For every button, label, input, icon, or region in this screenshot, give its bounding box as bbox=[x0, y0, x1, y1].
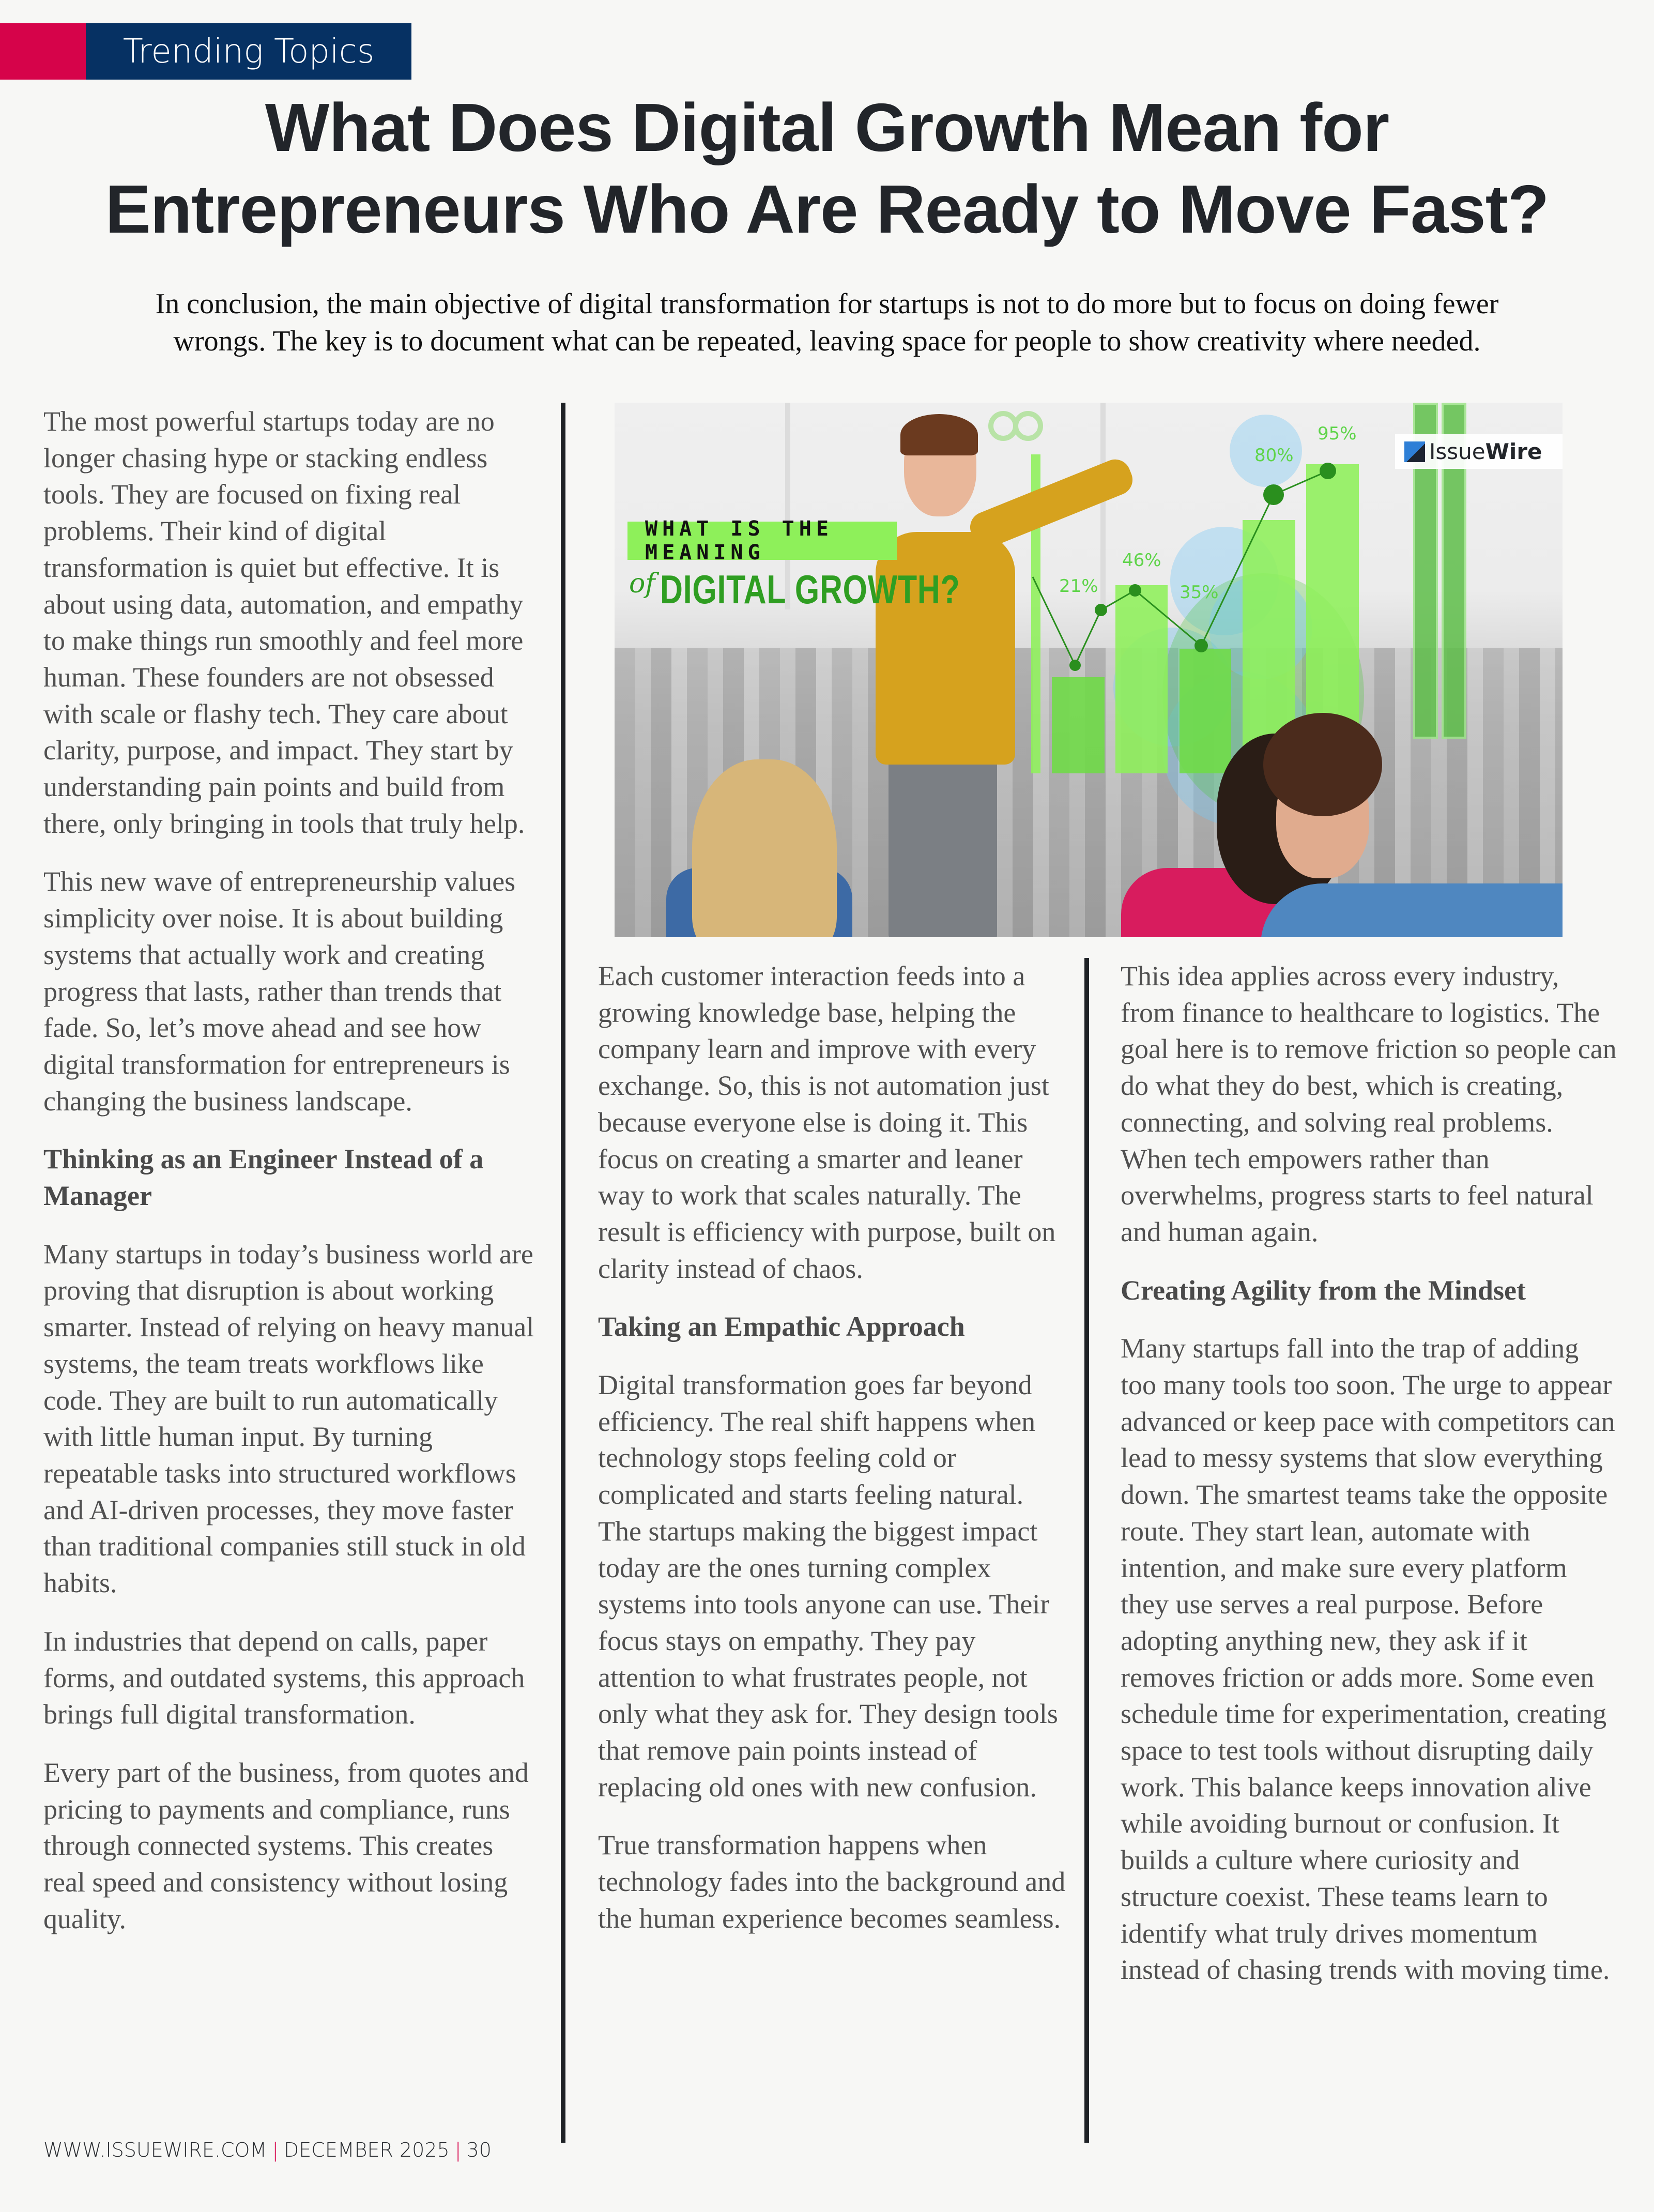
article-dek bbox=[78, 285, 1576, 360]
paragraph: This idea applies across every industry, from finance to healthcare to logistics. The goal here is to remove friction so people can do what they do best, which is creating, connecting, and solving real problems. When tech empowers rather than overwhelms, progress starts to feel natural and human again. bbox=[1121, 960, 1617, 1247]
section-tag-accent bbox=[0, 23, 86, 80]
paragraph: This new wave of entrepreneurship values simplicity over noise. It is about building systems that actually work and creating progress that lasts, rather than trends that fade. So, let’s move ahead and see how digital transformation for entrepreneurs is changing the business landscape. bbox=[43, 866, 516, 1117]
chart-label: 95% bbox=[1318, 423, 1357, 444]
page-footer bbox=[43, 2139, 492, 2161]
column-1 bbox=[43, 403, 534, 1959]
chart-label: 21% bbox=[1059, 576, 1098, 597]
seated-woman-hair bbox=[692, 759, 837, 937]
paragraph: Many startups fall into the trap of adding too many tools too soon. The urge to appear advanced or keep pace with competitors can lead to messy systems that slow everything down. The smartest teams take the opposite route. They start lean, automate with intention, and make sure every platform they use serves a real purpose. Before adopting anything new, they ask if it removes friction or adds more. Some even schedule time for experimentation, creating space to test tools without disrupting daily work. This balance keeps innovation alive while avoiding burnout or confusion. It builds a culture where curiosity and structure coexist. These teams learn to identify what truly drives momentum instead of chasing trends with moving time. bbox=[1121, 1333, 1615, 1986]
hero-label-of: of bbox=[629, 568, 655, 599]
paragraph: Digital transformation goes far beyond efficiency. The real shift happens when technology stops feeling cold or complicated and starts feeling natural. The startups making the biggest impact today are the ones turning complex systems into tools anyone can use. Their focus stays on empathy. They pay attention to what frustrates people, not only what they ask for. They design tools that remove pain points instead of replacing old ones with new confusion. bbox=[598, 1369, 1058, 1803]
logo-text-regular: Issue bbox=[1429, 439, 1485, 464]
paragraph: Every part of the business, from quotes and pricing to payments and compliance, runs through connected systems. This creates real speed and consistency without losing quality. bbox=[43, 1757, 529, 1934]
seated-man-hair bbox=[1263, 713, 1382, 816]
paragraph: The most powerful startups today are no longer chasing hype or stacking endless tools. They are focused on fixing real problems. Their kind of digital transformation is quiet but effective. It is about using data, automation, and empathy to make things run smoothly and feel more human. These founders are not obsessed with scale or flashy tech. They care about clarity, purpose, and impact. They start by understanding pain points and build from there, only bringing in tools that truly help. bbox=[43, 406, 525, 839]
paragraph: True transformation happens when technology fades into the background and the human experience becomes seamless. bbox=[598, 1829, 1066, 1934]
paragraph: In industries that depend on calls, paper forms, and outdated systems, this approach brings full digital transformation. bbox=[43, 1625, 525, 1730]
footer-separator: | bbox=[454, 2139, 462, 2161]
issuewire-logo bbox=[1395, 434, 1563, 469]
seated-man-figure bbox=[1261, 883, 1563, 937]
column-divider-1 bbox=[561, 403, 565, 2143]
footer-website: WWW.ISSUEWIRE.COM bbox=[43, 2139, 267, 2161]
paragraph: Many startups in today’s business world are proving that disruption is about working smarter. Instead of relying on heavy manual systems, the team treats workflows like code. They are built to run automatically with little human input. By turning repeatable tasks into structured workflows and AI-driven processes, they move faster than traditional companies still stuck in old habits. bbox=[43, 1238, 534, 1599]
column-divider-2 bbox=[1084, 958, 1089, 2143]
section-tag bbox=[0, 23, 411, 80]
section-heading: Taking an Empathic Approach bbox=[598, 1311, 965, 1343]
chart-label: 80% bbox=[1254, 445, 1294, 466]
hero-image bbox=[615, 403, 1563, 937]
column-2 bbox=[598, 958, 1068, 1959]
footer-issue-date: DECEMBER 2025 bbox=[284, 2139, 450, 2161]
presenter-hair bbox=[900, 414, 978, 455]
issuewire-logo-icon bbox=[1404, 441, 1425, 462]
paragraph: Each customer interaction feeds into a growing knowledge base, helping the company learn and improve with every exchange. So, this is not automation just because everyone else is doing it. This focus on creating a smarter and leaner way to work that scales naturally. The result is efficiency with purpose, built on clarity instead of chaos. bbox=[598, 960, 1056, 1284]
hero-label-main: DIGITAL GROWTH? bbox=[660, 567, 960, 612]
section-tag-label: Trending Topics bbox=[86, 23, 411, 80]
chart-label: 35% bbox=[1180, 582, 1219, 603]
article-title-line-2: Entrepreneurs Who Are Ready to Move Fast? bbox=[105, 171, 1549, 247]
logo-text-bold: Wire bbox=[1485, 439, 1542, 464]
footer-separator: | bbox=[272, 2139, 279, 2161]
article-dek-line-2: wrongs. The key is to document what can be repeated, leaving space for people to show creativity where needed. bbox=[173, 325, 1481, 357]
article-title-line-1: What Does Digital Growth Mean for bbox=[265, 89, 1389, 165]
article-dek-line-1: In conclusion, the main objective of digital transformation for startups is not to do more but to focus on doing fewer bbox=[155, 288, 1499, 320]
presenter-figure bbox=[889, 759, 997, 937]
section-heading: Creating Agility from the Mindset bbox=[1121, 1274, 1526, 1306]
column-3 bbox=[1121, 958, 1617, 2010]
footer-page-number: 30 bbox=[466, 2139, 492, 2161]
chart-label: 46% bbox=[1122, 550, 1161, 571]
hero-label-top: WHAT IS THE MEANING bbox=[627, 522, 897, 560]
article-title bbox=[0, 87, 1654, 250]
issuewire-logo-text bbox=[1429, 439, 1542, 464]
section-heading: Thinking as an Engineer Instead of a Manager bbox=[43, 1143, 484, 1212]
